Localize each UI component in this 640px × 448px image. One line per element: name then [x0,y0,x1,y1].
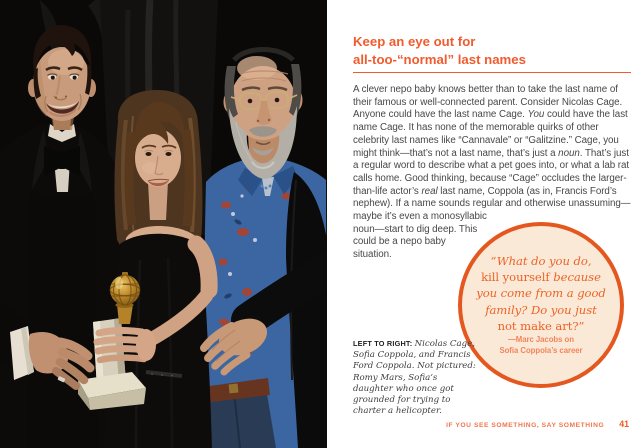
photo-caption: LEFT TO RIGHT: Nicolas Cage, Sofia Coppola, and Francis Ford Coppola. Not pictured: Romy Mars, Sofia’s daughter who once got grounded for trying to charter a helicopter. [353,339,476,417]
page-footer [327,419,629,429]
right-page [327,0,640,448]
body-paragraph [353,84,633,356]
page-number: 41 [619,419,629,429]
body-text: A clever nepo baby knows better than to take the last name of their famous or well-connected parent. Consider Nicolas Cage. Anyone could have the last name Cage. You could have the last name Cage. It has none of the memorable quirks of other celebrity last names like “Cannavale” or “Galitzine.” Cage, you might think—that’s not a last name, that’s just a noun. That’s just a regular word to describe what a pet goes into, or what a lab rat calls home. Good thinking, because “Cage” occludes the larger-than-life actor’s real last name, Coppola (as in, Francis Ford’s nephew). If a name sounds regular and otherwise unassuming—maybe it’s even a monosyllabic noun—start to dig deep. This could be a nepo baby situation. [353,84,631,261]
footer-tagline: IF YOU SEE SOMETHING, SAY SOMETHING [446,422,605,429]
heading-line-1: Keep an eye out for [353,34,476,49]
heading-line-2: all-too-“normal” last names [353,51,526,67]
article-heading [353,33,633,68]
pull-quote-circle [458,222,624,388]
heading-rule [353,72,631,73]
pull-quote-attribution: —Marc Jacobs on Sofia Coppola’s career [499,335,583,356]
pull-quote-text: “What do you do, kill yourself because you come from a good family? Do you just not make art?” [476,254,606,333]
